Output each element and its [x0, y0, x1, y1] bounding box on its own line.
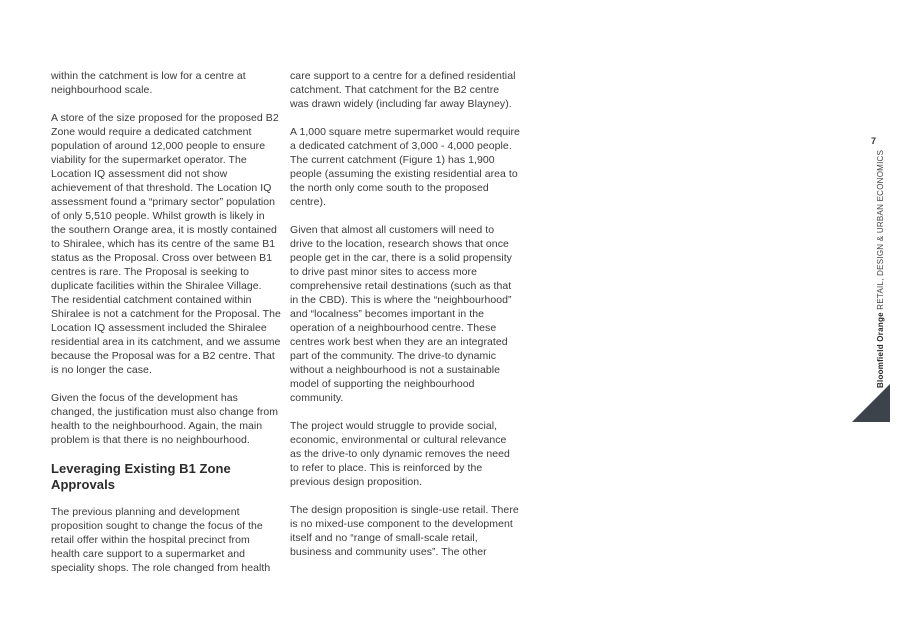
right-column	[290, 69, 520, 573]
brand-tagline: RETAIL, DESIGN & URBAN ECONOMICS	[876, 149, 885, 310]
section-heading: Leveraging Existing B1 Zone Approvals	[51, 461, 231, 492]
right-paragraph-4: The project would struggle to provide social, economic, environmental or cultural relevance as the drive-to only dynamic removes the need to refer to place. This is reinforced by the previous design proposition.	[290, 420, 510, 488]
side-brand	[876, 150, 885, 388]
right-paragraph-3: Given that almost all customers will need to drive to the location, research shows that once people get in the car, there is a solid propensity to drive past minor sites to access more comprehensive retail destinations (such as that in the CBD). This is where the “neighbourhood” and “localness” becomes important in the operation of a neighbourhood centre. These centres work best when they are an integrated part of the community. The drive-to dynamic without a neighbourhood is not a sustainable model of supporting the neighbourhood community.	[290, 224, 512, 404]
right-paragraph-2: A 1,000 square metre supermarket would require a dedicated catchment of 3,000 - 4,000 people. The current catchment (Figure 1) has 1,900 people (assuming the existing residential area to the north only come south to the proposed centre).	[290, 126, 520, 208]
right-paragraph-1: care support to a centre for a defined residential catchment. That catchment for the B2 centre was drawn widely (including far away Blayney).	[290, 70, 516, 110]
left-paragraph-2: A store of the size proposed for the proposed B2 Zone would require a dedicated catchment population of around 12,000 people to ensure viability for the supermarket operator. The Location IQ assessment did not show achievement of that threshold. The Location IQ assessment found a “primary sector” population of only 5,510 people. Whilst growth is likely in the southern Orange area, it is mostly contained to Shiralee, which has its centre of the same B1 status as the Proposal. Cross over between B1 centres is rare. The Proposal is seeking to duplicate facilities within the Shiralee Village. The residential catchment contained within Shiralee is not a catchment for the Proposal. The Location IQ assessment included the Shiralee residential area in its catchment, and we assume because the Proposal was for a B2 centre. That is no longer the case.	[51, 112, 281, 376]
corner-triangle-decoration	[852, 384, 890, 422]
left-paragraph-4: The previous planning and development proposition sought to change the focus of the retail offer within the hospital precinct from health care support to a supermarket and speciality shops. The role changed from health	[51, 506, 271, 574]
left-paragraph-1: within the catchment is low for a centre at neighbourhood scale.	[51, 70, 246, 96]
right-paragraph-5: The design proposition is single-use retail. There is no mixed-use component to the development itself and no “range of small-scale retail, business and community uses”. The other	[290, 504, 519, 558]
page-number: 7	[871, 136, 877, 146]
left-paragraph-3: Given the focus of the development has changed, the justification must also change from health to the neighbourhood. Again, the main problem is that there is no neighbourhood.	[51, 392, 279, 446]
brand-name: Bloomfield Orange	[876, 312, 885, 388]
left-column	[51, 69, 281, 589]
